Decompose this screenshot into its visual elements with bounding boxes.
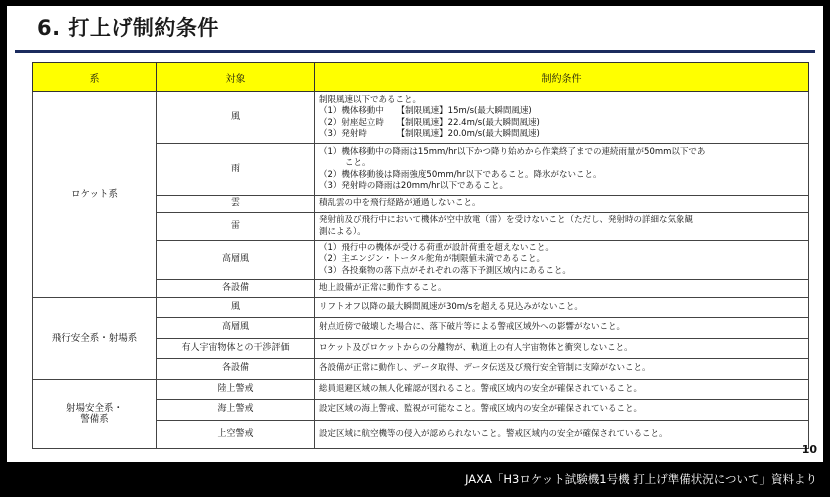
table-header-row xyxy=(33,63,809,92)
target-cell: 雲 xyxy=(157,196,315,213)
page-number: 10 xyxy=(801,443,817,456)
constraint-cell: （1）機体移動中の降雨は15mm/hr以下かつ降り始めから作業終了までの連続雨量が50mm以下であ こと。 （2）機体移動後は降雨強度50mm/hr以下であること。降氷がないこと。 （3）発射時の降雨は20mm/hr以下であること。 xyxy=(315,144,809,196)
constraint-cell: （1）飛行中の機体が受ける荷重が設計荷重を超えないこと。 （2）主エンジン・トータル舵角が制限値未満であること。 （3）各投棄物の落下点がそれぞれの落下予測区域内にあること。 xyxy=(315,241,809,280)
target-cell: 風 xyxy=(157,298,315,318)
constraint-cell: 設定区域の海上警戒、監視が可能なこと。警戒区域内の安全が確保されていること。 xyxy=(315,400,809,421)
target-cell: 高層風 xyxy=(157,318,315,339)
title-divider xyxy=(15,50,815,53)
source-caption: JAXA「H3ロケット試験機1号機 打上げ準備状況について」資料より xyxy=(465,472,817,486)
constraint-cell: 積乱雲の中を飛行経路が通過しないこと。 xyxy=(315,196,809,213)
target-cell: 有人宇宙物体との干渉評価 xyxy=(157,339,315,359)
constraint-cell: 各設備が正常に動作し、データ取得、データ伝送及び飛行安全管制に支障がないこと。 xyxy=(315,359,809,380)
system-rocket: ロケット系 xyxy=(33,92,157,298)
constraint-cell: 発射前及び飛行中において機体が空中放電（雷）を受けないこと（ただし、発射時の詳細な気象観 測による）。 xyxy=(315,213,809,241)
table-row xyxy=(33,380,809,400)
header-target: 対象 xyxy=(157,63,315,92)
table-row xyxy=(33,92,809,144)
constraint-cell: 地上設備が正常に動作すること。 xyxy=(315,280,809,298)
target-cell: 海上警戒 xyxy=(157,400,315,421)
constraint-cell: 射点近傍で破壊した場合に、落下破片等による警戒区域外への影響がないこと。 xyxy=(315,318,809,339)
constraint-cell: ロケット及びロケットからの分離物が、軌道上の有人宇宙物体と衝突しないこと。 xyxy=(315,339,809,359)
target-cell: 雷 xyxy=(157,213,315,241)
target-cell: 雨 xyxy=(157,144,315,196)
constraint-cell: 制限風速以下であること。 （1）機体移動中 【制限風速】15m/s(最大瞬間風速) （2）射座起立時 【制限風速】22.4m/s(最大瞬間風速) （3）発射時 【制限風速】20.0m/s(最大瞬間風速) xyxy=(315,92,809,144)
slide-title: 6. 打上げ制約条件 xyxy=(37,16,219,40)
constraint-cell: リフトオフ以降の最大瞬間風速が30m/sを超える見込みがないこと。 xyxy=(315,298,809,318)
slide xyxy=(7,6,823,462)
target-cell: 各設備 xyxy=(157,280,315,298)
constraint-cell: 総員退避区域の無人化確認が図れること。警戒区域内の安全が確保されていること。 xyxy=(315,380,809,400)
system-range-safety: 射場安全系・ 警備系 xyxy=(33,380,157,449)
constraint-cell: 設定区域に航空機等の侵入が認められないこと。警戒区域内の安全が確保されていること。 xyxy=(315,421,809,449)
header-system: 系 xyxy=(33,63,157,92)
header-constraint: 制約条件 xyxy=(315,63,809,92)
system-flight-safety: 飛行安全系・射場系 xyxy=(33,298,157,380)
launch-constraints-table xyxy=(32,62,809,449)
target-cell: 高層風 xyxy=(157,241,315,280)
target-cell: 陸上警戒 xyxy=(157,380,315,400)
target-cell: 各設備 xyxy=(157,359,315,380)
target-cell: 風 xyxy=(157,92,315,144)
table-row xyxy=(33,298,809,318)
target-cell: 上空警戒 xyxy=(157,421,315,449)
